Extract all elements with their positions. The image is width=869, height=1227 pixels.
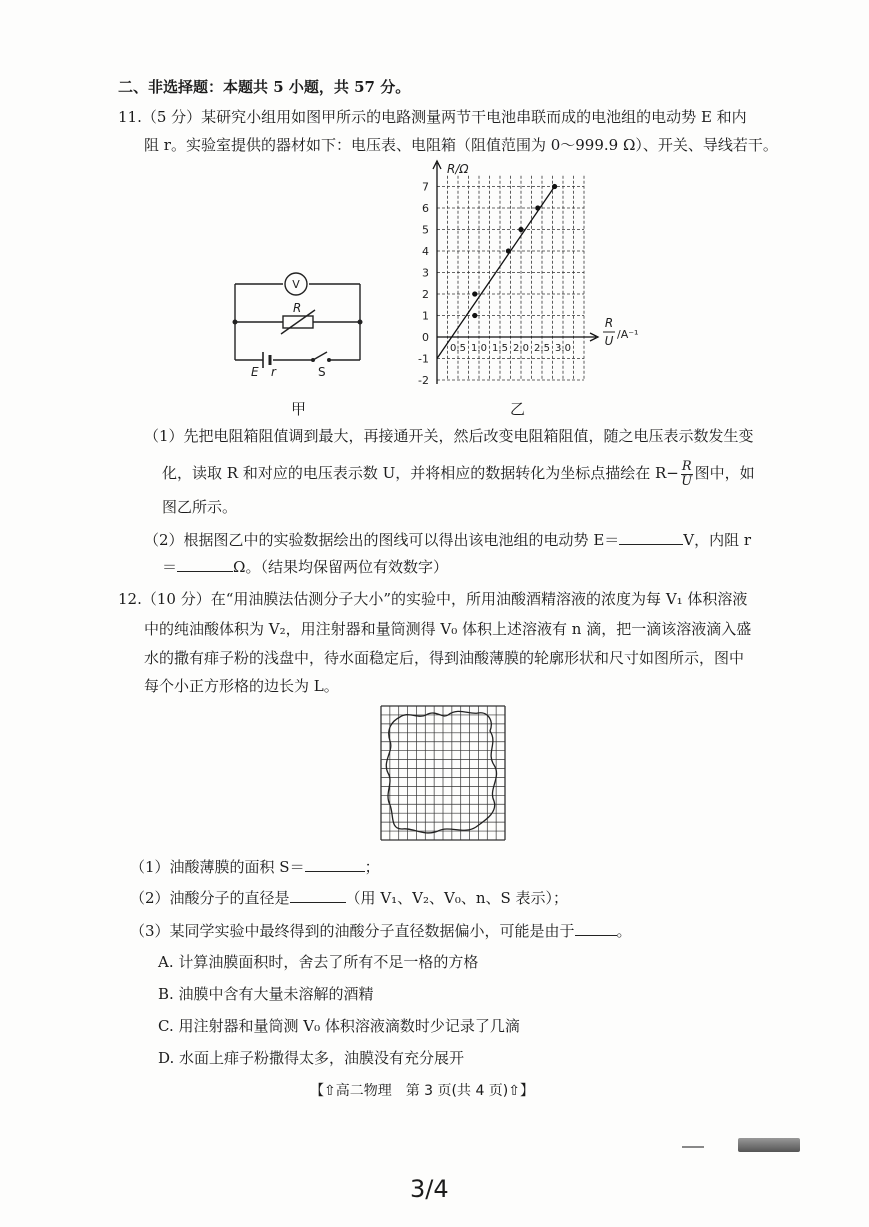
q12-line-1: 12.（10 分）在“用油膜法估测分子大小”的实验中，所用油酸酒精溶液的浓度为每 V₁ 体积溶液 bbox=[118, 590, 748, 608]
fraction-numerator: R bbox=[681, 458, 692, 474]
y-tick-label: 4 bbox=[422, 245, 429, 258]
q11-part2-line-1a: （2）根据图乙中的实验数据绘出的图线可以得出该电池组的电动势 E＝ bbox=[144, 531, 620, 549]
emf-answer-blank[interactable] bbox=[619, 528, 683, 545]
page-footer: 【⇧高二物理 第 3 页(共 4 页)⇧】 bbox=[310, 1083, 534, 1099]
q12-sub3-b: 。 bbox=[616, 922, 632, 940]
q11-part2-line-1 bbox=[144, 528, 751, 551]
data-point bbox=[472, 313, 477, 318]
q12-line-4: 每个小正方形格的边长为 L。 bbox=[144, 677, 339, 695]
q12-sub2 bbox=[130, 886, 568, 909]
scan-smudge bbox=[738, 1138, 800, 1152]
x-tick-label: 3.0 bbox=[555, 343, 571, 354]
graph-y-axis-label: R/Ω bbox=[447, 162, 469, 176]
y-tick-label: 2 bbox=[422, 288, 429, 301]
q12-sub2-a: （2）油酸分子的直径是 bbox=[130, 889, 290, 907]
q11-line-1: 11.（5 分）某研究小组用如图甲所示的电路测量两节干电池串联而成的电池组的电动势 E 和内 bbox=[118, 108, 747, 126]
internal-resistance-answer-blank[interactable] bbox=[177, 555, 233, 572]
fraction-denominator: U bbox=[681, 473, 693, 489]
data-point bbox=[518, 227, 523, 232]
q11-part1-line-1: （1）先把电阻箱阻值调到最大，再接通开关，然后改变电阻箱阻值，随之电压表示数发生变 bbox=[144, 427, 754, 445]
q11-part1-line-3: 图乙所示。 bbox=[162, 498, 238, 516]
r-vs-r-over-u-graph bbox=[395, 155, 639, 400]
x-tick-label: 1.0 bbox=[471, 343, 487, 354]
section-heading: 二、非选择题：本题共 5 小题，共 57 分。 bbox=[118, 78, 411, 96]
option-b: B. 油膜中含有大量未溶解的酒精 bbox=[158, 985, 374, 1003]
internal-resistance-label: r bbox=[271, 365, 276, 379]
q11-line-2: 阻 r。实验室提供的器材如下：电压表、电阻箱（阻值范围为 0～999.9 Ω）、开关、导线若干。 bbox=[144, 136, 778, 154]
q11-part1-line-2b: 图中，如 bbox=[694, 464, 755, 482]
q12-sub3 bbox=[130, 919, 632, 942]
option-c: C. 用注射器和量筒测 V₀ 体积溶液滴数时少记录了几滴 bbox=[158, 1017, 520, 1035]
q12-sub1-b: ； bbox=[364, 858, 380, 876]
q11-part1-line-2a: 化，读取 R 和对应的电压表示数 U，并将相应的数据转化为坐标点描绘在 R− bbox=[162, 464, 679, 482]
y-tick-label: 7 bbox=[422, 180, 429, 194]
x-tick-label: 1.5 bbox=[492, 343, 508, 354]
svg-text:/A⁻¹: /A⁻¹ bbox=[617, 328, 639, 341]
svg-text:R: R bbox=[604, 316, 614, 330]
r-over-u-fraction bbox=[681, 460, 693, 489]
data-point bbox=[506, 248, 511, 253]
page-indicator: 3/4 bbox=[410, 1175, 449, 1203]
circuit-diagram bbox=[225, 262, 375, 382]
y-tick-label: -2 bbox=[418, 374, 429, 387]
voltmeter-label: V bbox=[292, 278, 300, 291]
q12-line-2: 中的纯油酸体积为 V₂，用注射器和量筒测得 V₀ 体积上述溶液有 n 滴，把一滴该溶液滴入盛 bbox=[144, 620, 752, 638]
y-tick-label: 3 bbox=[422, 266, 429, 280]
option-a: A. 计算油膜面积时，舍去了所有不足一格的方格 bbox=[158, 953, 479, 971]
reason-answer-blank[interactable] bbox=[575, 919, 617, 936]
data-point bbox=[552, 184, 557, 189]
caption-yi: 乙 bbox=[510, 400, 526, 418]
diameter-answer-blank[interactable] bbox=[290, 886, 346, 903]
switch-label: S bbox=[318, 365, 326, 379]
q12-sub3-a: （3）某同学实验中最终得到的油酸分子直径数据偏小，可能是由于 bbox=[130, 922, 575, 940]
y-tick-label: 0 bbox=[422, 331, 429, 344]
q12-sub1 bbox=[130, 855, 380, 878]
q11-part2-line-2 bbox=[162, 555, 448, 578]
svg-text:U: U bbox=[604, 334, 614, 348]
emf-label: E bbox=[251, 365, 259, 379]
x-tick-label: 2.0 bbox=[513, 343, 529, 354]
oil-film-outline bbox=[386, 711, 496, 833]
y-tick-label: 5 bbox=[422, 223, 429, 237]
data-point bbox=[535, 205, 540, 210]
y-tick-label: 1 bbox=[422, 309, 429, 323]
q12-sub1-a: （1）油酸薄膜的面积 S＝ bbox=[130, 858, 305, 876]
oil-film-grid-figure bbox=[378, 703, 508, 843]
q11-part2-line-1b: V，内阻 r bbox=[683, 531, 752, 549]
q11-part1-line-2 bbox=[162, 458, 755, 489]
y-tick-label: 6 bbox=[422, 202, 429, 215]
option-d: D. 水面上痱子粉撒得太多，油膜没有充分展开 bbox=[158, 1049, 465, 1067]
y-tick-label: -1 bbox=[418, 352, 429, 366]
q12-line-3: 水的撒有痱子粉的浅盘中，待水面稳定后，得到油酸薄膜的轮廓形状和尺寸如图所示，图中 bbox=[144, 649, 745, 667]
caption-jia: 甲 bbox=[291, 400, 307, 418]
data-point bbox=[472, 291, 477, 296]
q11-part2-line-2b: Ω。（结果均保留两位有效数字） bbox=[233, 558, 448, 576]
x-tick-label: 2.5 bbox=[534, 343, 550, 354]
scan-smudge bbox=[682, 1146, 704, 1148]
graph-x-axis-label bbox=[603, 316, 638, 348]
film-area-answer-blank[interactable] bbox=[305, 855, 365, 872]
q11-part2-line-2a: ＝ bbox=[162, 558, 178, 576]
resistor-label: R bbox=[293, 301, 302, 315]
x-tick-label: 0.5 bbox=[450, 343, 466, 354]
q12-sub2-b: （用 V₁、V₂、V₀、n、S 表示）； bbox=[345, 889, 569, 907]
